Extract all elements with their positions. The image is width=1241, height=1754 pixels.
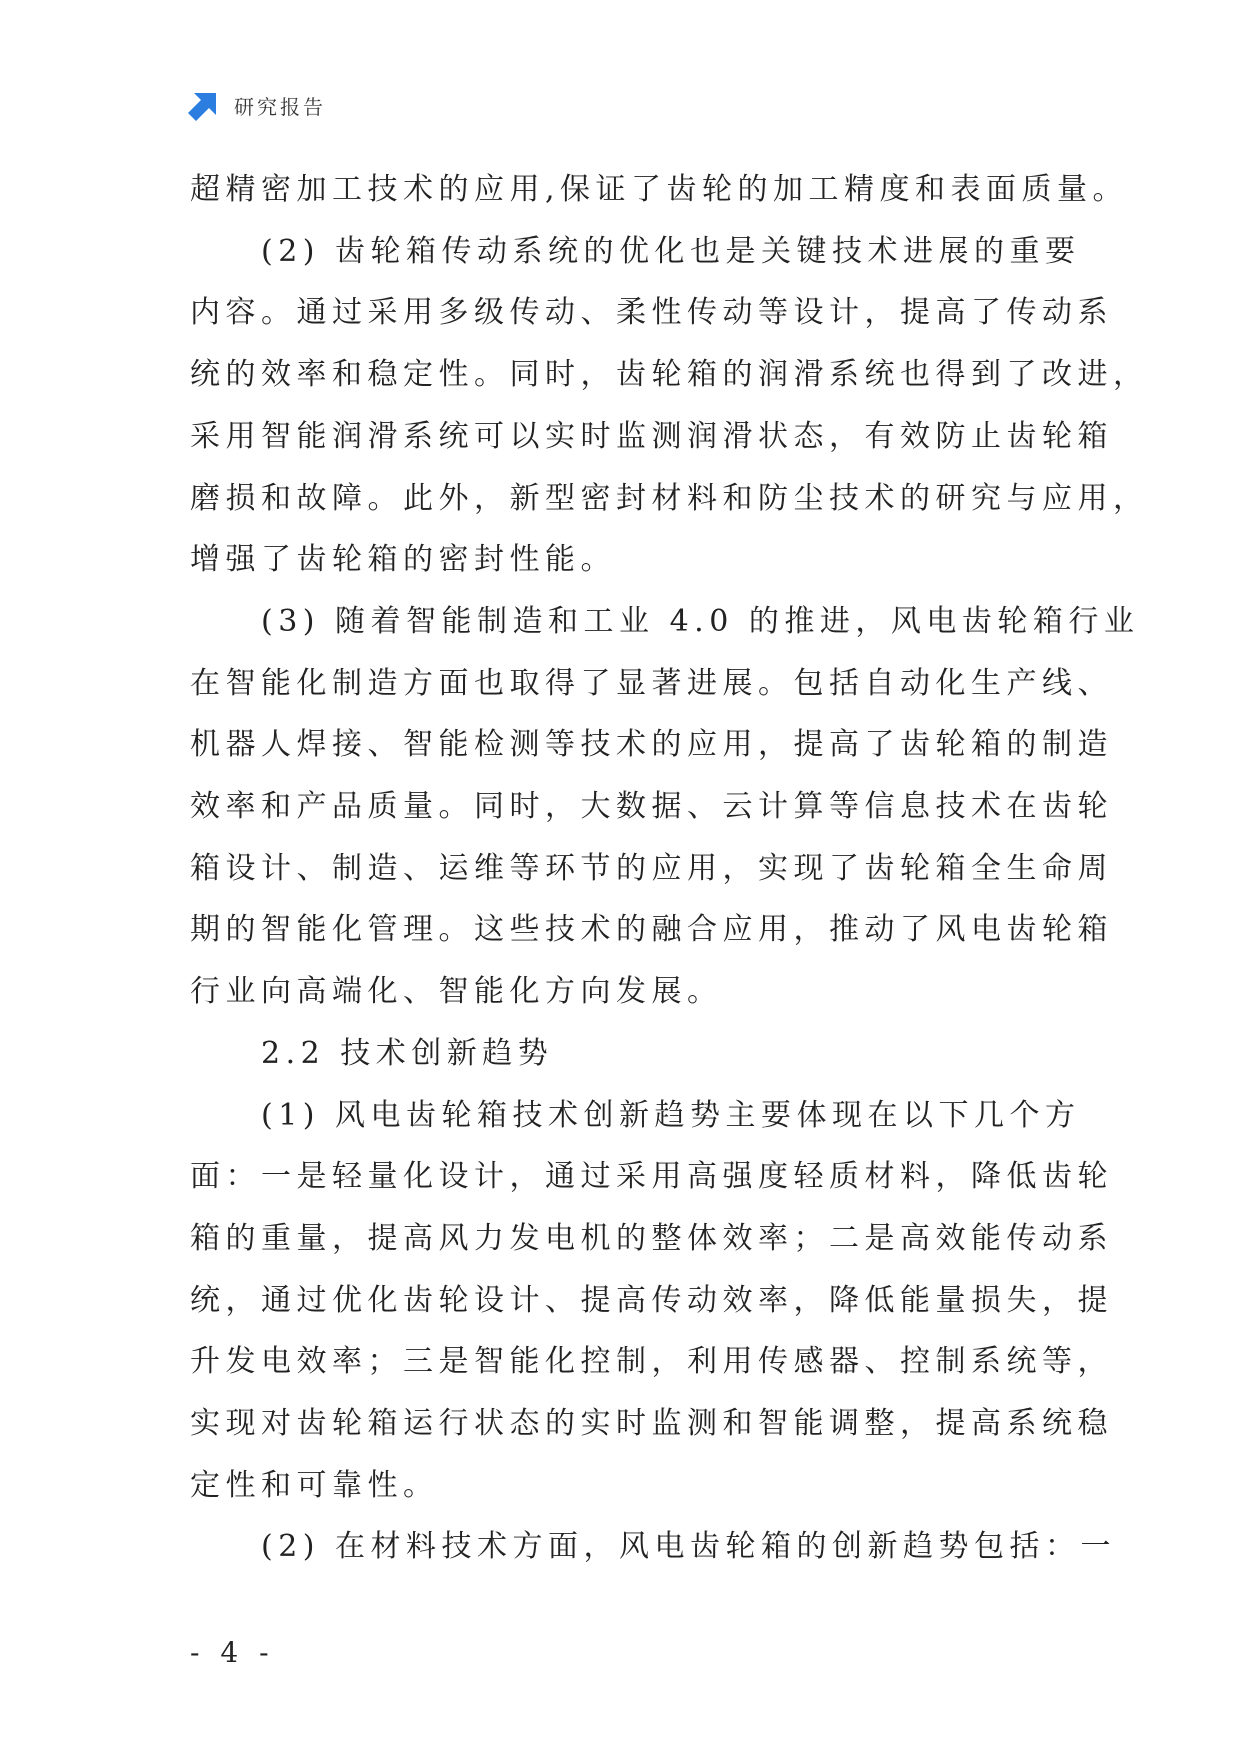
text-line: 采用智能润滑系统可以实时监测润滑状态，有效防止齿轮箱 bbox=[190, 418, 1113, 454]
text-line: 效率和产品质量。同时，大数据、云计算等信息技术在齿轮 bbox=[190, 789, 1113, 825]
document-body bbox=[190, 159, 1149, 1578]
text-line: 面：一是轻量化设计，通过采用高强度轻质材料，降低齿轮 bbox=[190, 1159, 1113, 1195]
text-line: (1) 风电齿轮箱技术创新趋势主要体现在以下几个方 bbox=[190, 1097, 1081, 1133]
text-line: 机器人焊接、智能检测等技术的应用，提高了齿轮箱的制造 bbox=[190, 727, 1113, 763]
text-line: 内容。通过采用多级传动、柔性传动等设计，提高了传动系 bbox=[190, 295, 1113, 331]
text-line: 在智能化制造方面也取得了显著进展。包括自动化生产线、 bbox=[190, 665, 1113, 701]
section-heading: 2.2 技术创新趋势 bbox=[190, 1035, 554, 1071]
text-line: 磨损和故障。此外，新型密封材料和防尘技术的研究与应用， bbox=[190, 480, 1149, 516]
text-line: 定性和可靠性。 bbox=[190, 1467, 439, 1503]
text-line: (2) 齿轮箱传动系统的优化也是关键技术进展的重要 bbox=[190, 233, 1081, 269]
header-title: 研究报告 bbox=[234, 94, 326, 119]
text-line: 箱设计、制造、运维等环节的应用，实现了齿轮箱全生命周 bbox=[190, 850, 1113, 886]
page-number: - 4 - bbox=[190, 1636, 275, 1669]
arrow-up-right-logo-icon bbox=[188, 89, 220, 121]
text-line: 期的智能化管理。这些技术的融合应用，推动了风电齿轮箱 bbox=[190, 912, 1113, 948]
page-header bbox=[188, 88, 326, 122]
text-line: (2) 在材料技术方面，风电齿轮箱的创新趋势包括：一 bbox=[190, 1529, 1117, 1565]
text-line: 升发电效率；三是智能化控制，利用传感器、控制系统等， bbox=[190, 1344, 1113, 1380]
text-line: 超精密加工技术的应用,保证了齿轮的加工精度和表面质量。 bbox=[190, 172, 1129, 207]
text-line: 增强了齿轮箱的密封性能。 bbox=[190, 542, 616, 578]
text-line: 实现对齿轮箱运行状态的实时监测和智能调整，提高系统稳 bbox=[190, 1406, 1113, 1442]
text-line: (3) 随着智能制造和工业 4.0 的推进，风电齿轮箱行业 bbox=[190, 603, 1140, 639]
text-line: 统的效率和稳定性。同时，齿轮箱的润滑系统也得到了改进， bbox=[190, 357, 1149, 393]
text-line: 箱的重量，提高风力发电机的整体效率；二是高效能传动系 bbox=[190, 1220, 1113, 1256]
text-line: 行业向高端化、智能化方向发展。 bbox=[190, 974, 723, 1010]
text-line: 统，通过优化齿轮设计、提高传动效率，降低能量损失，提 bbox=[190, 1282, 1113, 1318]
